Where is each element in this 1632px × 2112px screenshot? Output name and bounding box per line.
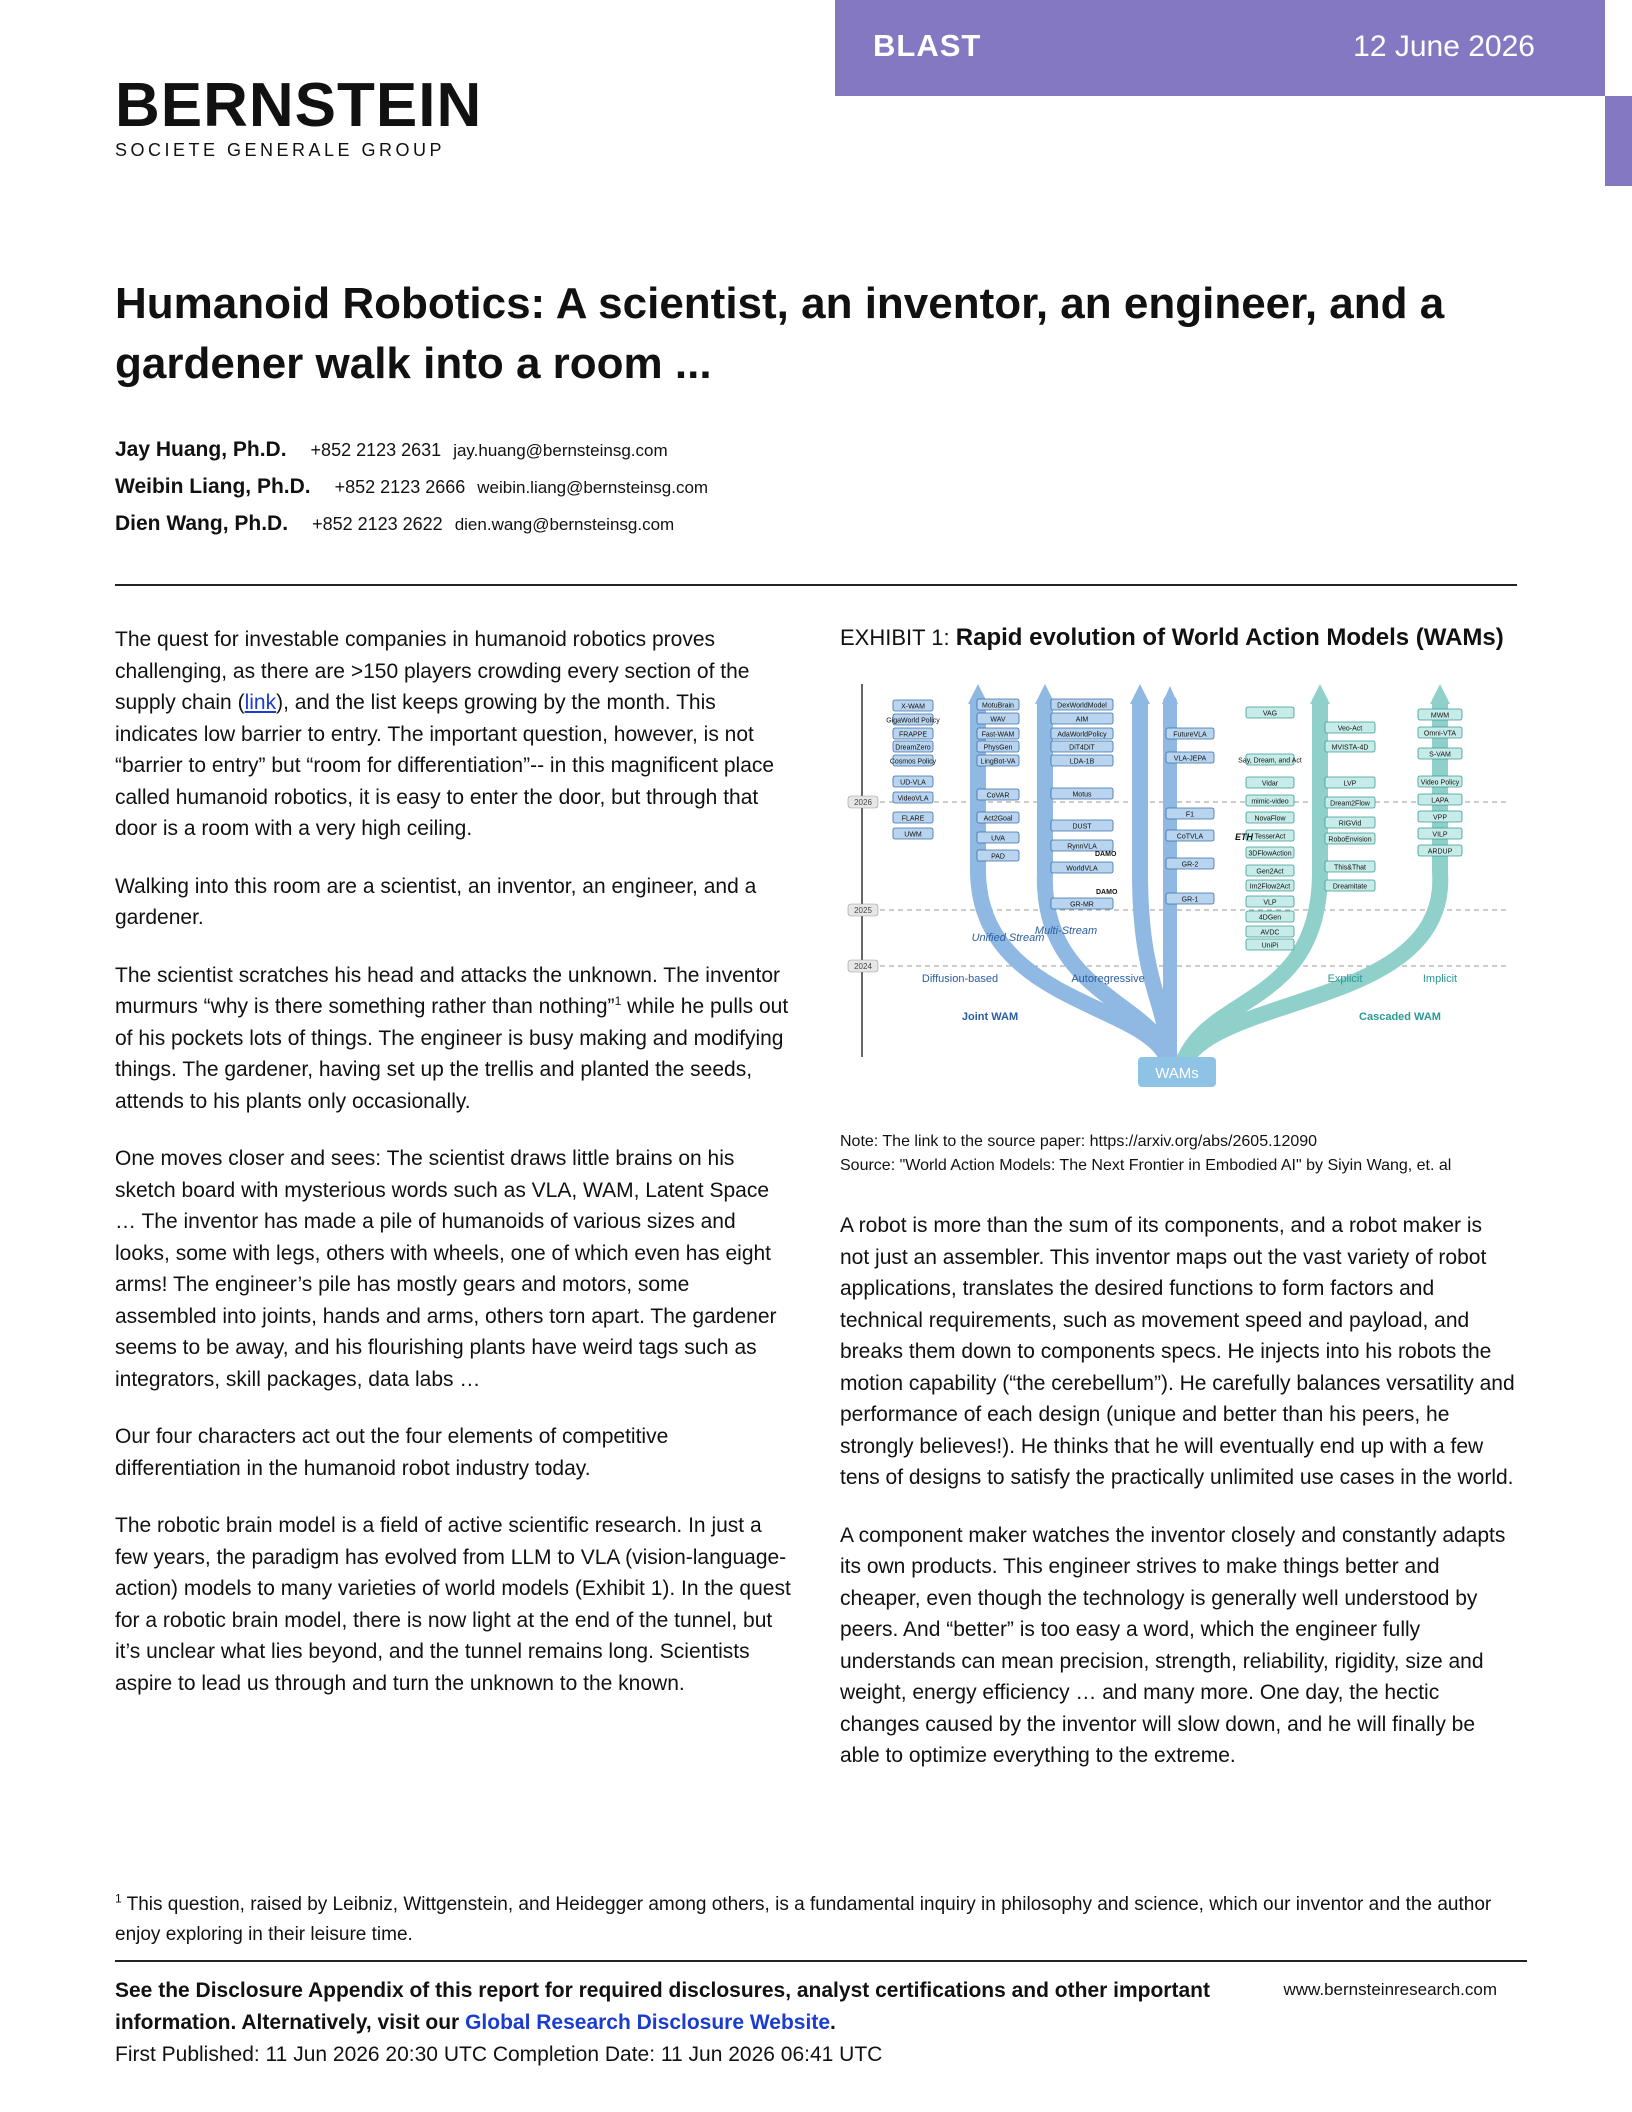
model-node-label: UniPi [1261, 942, 1279, 950]
model-node-label: Fast-WAM [981, 731, 1015, 739]
model-node [893, 828, 933, 839]
model-node [1051, 788, 1113, 799]
model-node [1418, 748, 1462, 759]
model-node [977, 699, 1019, 710]
affiliation-label: ETH [1235, 832, 1253, 842]
model-node-label: LDA-1B [1069, 758, 1095, 766]
report-type: BLAST [873, 28, 982, 63]
model-node [893, 741, 933, 752]
model-node-label: PhysGen [983, 744, 1013, 752]
model-node [1051, 699, 1113, 710]
author-email[interactable]: jay.huang@bernsteinsg.com [453, 441, 668, 460]
model-node [1051, 898, 1113, 909]
model-node [1166, 728, 1214, 739]
author-row [115, 475, 708, 512]
branch-label: Autoregressive [1071, 973, 1145, 985]
model-node-label: Dreamitate [1332, 883, 1368, 891]
model-node [1238, 754, 1302, 765]
model-node [893, 728, 933, 739]
model-node [1246, 777, 1294, 788]
model-node-label: WAV [990, 716, 1006, 724]
model-node [977, 741, 1019, 752]
model-node [1246, 707, 1294, 718]
footnote [115, 1890, 1520, 1950]
model-node [1418, 776, 1462, 787]
paragraph: A component maker watches the inventor closely and constantly adapts its own products. This engineer strives to make things better and cheaper, even though the technology is generally well understood by peers. And “better” is too easy a word, which the engineer fully understands can mean precision, strength, reliability, rigidity, size and weight, energy efficiency … and many more. One day, the hectic changes caused by the inventor will slow down, and he will finally be able to optimize everything to the extreme. [840, 1523, 1506, 1767]
model-node-label: AVDC [1260, 929, 1280, 937]
author-name: Dien Wang, Ph.D. [115, 512, 289, 535]
model-node-label: Im2Flow2Act [1249, 883, 1291, 891]
model-node [1166, 808, 1214, 819]
model-node-label: MVISTA-4D [1331, 744, 1369, 752]
model-node-label: LAPA [1431, 797, 1449, 805]
model-node-label: VAG [1262, 710, 1278, 718]
model-node [1246, 896, 1294, 907]
model-node-label: NovaFlow [1254, 815, 1286, 823]
model-node [977, 812, 1019, 823]
branch-label: Unified Stream [971, 932, 1045, 944]
author-phone: +852 2123 2622 [312, 514, 443, 534]
model-node-label: LingBot-VA [980, 758, 1016, 766]
root-label: WAMs [1155, 1065, 1199, 1082]
disclosure-website-link[interactable]: Global Research Disclosure Website [465, 2011, 830, 2034]
model-node-label: MWM [1430, 712, 1450, 720]
group-label: Cascaded WAM [1359, 1011, 1441, 1023]
footer-divider [115, 1960, 1527, 1962]
model-node [1246, 795, 1294, 806]
model-node-label: 3DFlowAction [1248, 850, 1292, 858]
author-row [115, 438, 708, 475]
disclosure-end: . [830, 2011, 836, 2034]
model-node-label: GR-1 [1181, 896, 1199, 904]
model-node-label: UWM [904, 831, 922, 839]
model-node [1246, 865, 1294, 876]
model-node-label: Veo-Act [1337, 725, 1363, 733]
model-node-label: FutureVLA [1173, 731, 1207, 739]
model-node [1246, 880, 1294, 891]
model-node [977, 728, 1019, 739]
author-name: Weibin Liang, Ph.D. [115, 475, 311, 498]
model-node [977, 755, 1019, 766]
report-title: Humanoid Robotics: A scientist, an inventor, an engineer, and a gardener walk into a room ... [115, 279, 1445, 388]
right-column [840, 1210, 1515, 1772]
model-node-label: VLP [1263, 899, 1277, 907]
model-node [886, 714, 940, 725]
svg-text:2025: 2025 [854, 906, 872, 915]
model-node-label: LVP [1343, 780, 1357, 788]
model-node [977, 832, 1019, 843]
model-node-label: X-WAM [901, 703, 925, 711]
model-node-label: VLA-JEPA [1173, 755, 1207, 763]
model-node [1246, 830, 1294, 841]
left-column [115, 624, 795, 1699]
author-email[interactable]: weibin.liang@bernsteinsg.com [477, 478, 709, 497]
exhibit-source: Source: "World Action Models: The Next Frontier in Embodied AI" by Siyin Wang, et. al [840, 1157, 1452, 1174]
model-node-label: GR-2 [1181, 861, 1199, 869]
model-node [1166, 858, 1214, 869]
model-node [977, 789, 1019, 800]
model-node [1325, 777, 1375, 788]
model-node [977, 713, 1019, 724]
model-node [1051, 840, 1113, 851]
svg-text:2026: 2026 [854, 798, 872, 807]
model-node [1418, 845, 1462, 856]
model-node-label: AdaWorldPolicy [1057, 731, 1107, 739]
model-node-label: AIM [1075, 716, 1089, 724]
model-node-label: F1 [1185, 811, 1195, 819]
wam-evolution-diagram [840, 672, 1515, 1092]
model-node [893, 792, 933, 803]
affiliation-label: DAMO [1095, 851, 1117, 858]
paragraph-text: The scientist scratches his head and attacks the unknown. The inventor murmurs “why is there something rather than nothing” [115, 963, 780, 1018]
model-node [893, 700, 933, 711]
model-node [1325, 861, 1375, 872]
model-node [893, 776, 933, 787]
model-node-label: Gen2Act [1256, 868, 1284, 876]
model-node-label: This&That [1334, 864, 1366, 872]
arrow-heads [968, 684, 1450, 704]
paragraph-text: while he pulls out of his pockets lots of things. The engineer is busy making and modifying things. The gardener, having set up the trellis and planted the seeds, attends to his plants only occasionally. [115, 995, 789, 1113]
model-node-label: RynnVLA [1067, 843, 1097, 851]
model-node-label: DiT4DiT [1069, 744, 1095, 752]
model-node-label: Cosmos Policy [889, 758, 937, 766]
model-node-label: RoboEnvision [1328, 836, 1372, 844]
model-node-label: Dream2Flow [1330, 800, 1370, 808]
year-label [848, 960, 878, 972]
exhibit-label: EXHIBIT 1: [840, 625, 950, 650]
model-node [1246, 911, 1294, 922]
logo-subtitle: SOCIETE GENERALE GROUP [115, 140, 446, 160]
model-node [1051, 755, 1113, 766]
author-list [115, 438, 708, 549]
model-node [1325, 741, 1375, 752]
model-node-label: UD-VLA [900, 779, 926, 787]
affiliation-label: DAMO [1096, 889, 1118, 896]
logo-wordmark: BERNSTEIN [115, 71, 483, 140]
model-node [1325, 833, 1375, 844]
model-node-label: VideoVLA [897, 795, 929, 803]
report-banner [835, 0, 1605, 96]
model-node [1246, 847, 1294, 858]
paragraph: A robot is more than the sum of its components, and a robot maker is not just an assembler. This inventor maps out the vast variety of robot applications, translates the desired functions to form factors and technical requirements, such as movement speed and payload, and breaks them down to components specs. He injects into his robots the motion capability (“the cerebellum”). He carefully balances versatility and performance of each design (unique and better than his peers, he strongly believes!). He thinks that he will eventually end up with a few tens of designs to satisfy the practically unlimited use cases in the world. [840, 1214, 1515, 1489]
model-node-label: PAD [991, 853, 1005, 861]
branch-label: Implicit [1422, 973, 1458, 985]
bernstein-logo [115, 71, 483, 161]
model-node-label: Motus [1072, 791, 1092, 799]
model-node-label: VILP [1432, 831, 1448, 839]
model-node-label: CoVAR [986, 792, 1010, 800]
author-phone: +852 2123 2631 [310, 440, 442, 460]
model-node-label: MotuBrain [982, 702, 1014, 710]
header-divider [115, 584, 1517, 586]
model-node-label: S-VAM [1429, 751, 1451, 759]
model-node-label: Vidar [1261, 780, 1279, 788]
model-node [1418, 828, 1462, 839]
footnote-ref[interactable]: 1 [614, 994, 622, 1008]
model-node [1325, 797, 1375, 808]
model-node [1246, 812, 1294, 823]
paragraph: Walking into this room are a scientist, an inventor, an engineer, and a gardener. [115, 874, 757, 929]
exhibit-title [840, 624, 1504, 652]
report-date: 12 June 2026 [1353, 30, 1535, 63]
model-node [977, 850, 1019, 861]
paragraph [115, 960, 795, 1118]
model-node-label: CoTVLA [1176, 833, 1204, 841]
paragraph-text: The quest for investable companies in humanoid robotics proves challenging, as there are >150 players crowding every section of the supply chain ( [115, 628, 750, 714]
model-node-label: GR-MR [1070, 901, 1094, 909]
model-node-label: FLARE [901, 815, 925, 823]
footnote-marker: 1 [115, 1891, 122, 1906]
year-label [848, 904, 878, 916]
author-phone: +852 2123 2666 [334, 477, 466, 497]
research-website[interactable]: www.bernsteinresearch.com [1283, 1980, 1497, 1999]
paragraph: One moves closer and sees: The scientist draws little brains on his sketch board with mysterious words such as VLA, WAM, Latent Space … The inventor has made a pile of humanoids of various sizes and looks, some with legs, others with wheels, one of which even has eight arms! The engineer’s pile has mostly gears and motors, some assembled into joints, hands and arms, others torn apart. The gardener seems to be away, and his flourishing plants have weird tags such as integrators, skill packages, data labs … [115, 1147, 777, 1391]
model-node [1051, 713, 1113, 724]
model-node-label: 4DGen [1258, 914, 1282, 922]
branch-label: Explicit [1327, 973, 1363, 985]
model-node-label: DreamZero [895, 744, 931, 752]
model-node [1418, 709, 1462, 720]
exhibit-notes [840, 1130, 1451, 1178]
model-node-label: Say, Dream, and Act [1238, 757, 1302, 765]
exhibit-note: Note: The link to the source paper: https://arxiv.org/abs/2605.12090 [840, 1133, 1318, 1150]
model-node [1166, 830, 1214, 841]
model-node [1418, 794, 1462, 805]
model-node-label: UVA [991, 835, 1005, 843]
svg-text:2024: 2024 [854, 962, 872, 971]
exhibit-heading: Rapid evolution of World Action Models (WAMs) [955, 624, 1504, 651]
model-node-label: DexWorldModel [1057, 702, 1107, 710]
model-node-label: VPP [1432, 814, 1448, 822]
model-node [1418, 811, 1462, 822]
year-label [848, 796, 878, 808]
model-node [1246, 926, 1294, 937]
paragraph: The robotic brain model is a field of active scientific research. In just a few years, the paradigm has evolved from LLM to VLA (vision-language-action) models to many varieties of world models (Exhibit 1). In the quest for a robotic brain model, there is now light at the end of the tunnel, but it’s unclear what lies beyond, and the tunnel remains long. Scientists aspire to lead us through and turn the unknown to the known. [115, 1514, 791, 1695]
author-email[interactable]: dien.wang@bernsteinsg.com [454, 515, 675, 534]
model-node-label: WorldVLA [1066, 865, 1098, 873]
model-node-label: FRAPPE [898, 731, 928, 739]
model-node [1246, 939, 1294, 950]
footnote-text: This question, raised by Leibniz, Wittgenstein, and Heidegger among others, is a fundamental inquiry in philosophy and science, which our inventor and the author enjoy exploring in their leisure time. [115, 1894, 1492, 1945]
model-node [1325, 817, 1375, 828]
model-node-label: Act2Goal [983, 815, 1013, 823]
supply-chain-link[interactable]: link [244, 691, 277, 714]
model-node-label: mimic-video [1251, 798, 1289, 806]
disclosure-text: See the Disclosure Appendix of this report for required disclosures, analyst certifications and other important information. Alternatively, visit our [115, 1979, 1210, 2034]
disclosure-block [115, 1975, 1215, 2071]
model-node-label: Omni-VTA [1423, 730, 1457, 738]
model-node-label: GigaWorld Policy [886, 717, 940, 725]
publication-dates: First Published: 11 Jun 2026 20:30 UTC Completion Date: 11 Jun 2026 06:41 UTC [115, 2043, 883, 2066]
model-node [1051, 862, 1113, 873]
model-node [1051, 728, 1113, 739]
model-node-label: ARDUP [1427, 848, 1453, 856]
model-node [1051, 741, 1113, 752]
model-node [1166, 752, 1214, 763]
banner-accent [1605, 96, 1632, 186]
branch-label: Multi-Stream [1034, 925, 1098, 937]
model-node [890, 755, 937, 766]
branch-label: Diffusion-based [921, 973, 999, 985]
model-node [1166, 893, 1214, 904]
model-node-label: TesserAct [1254, 833, 1286, 841]
model-node-label: RIGVid [1338, 820, 1362, 828]
model-node-label: Video Policy [1420, 779, 1460, 787]
author-name: Jay Huang, Ph.D. [115, 438, 287, 461]
paragraph: Our four characters act out the four elements of competitive differentiation in the humanoid robot industry today. [115, 1425, 669, 1480]
model-node-label: DUST [1072, 823, 1092, 831]
model-node [1418, 727, 1462, 738]
group-label: Joint WAM [961, 1011, 1019, 1023]
paragraph-text: ), and the list keeps growing by the month. This indicates low barrier to entry. The important question, however, is not “barrier to entry” but “room for differentiation”-- in this magnificent place called humanoid robotics, it is easy to enter the door, but through that door is a room with a very high ceiling. [115, 691, 775, 840]
model-node [893, 812, 933, 823]
model-node [1325, 722, 1375, 733]
model-node [1051, 820, 1113, 831]
author-row [115, 512, 708, 549]
paragraph [115, 624, 795, 845]
model-node [1325, 880, 1375, 891]
